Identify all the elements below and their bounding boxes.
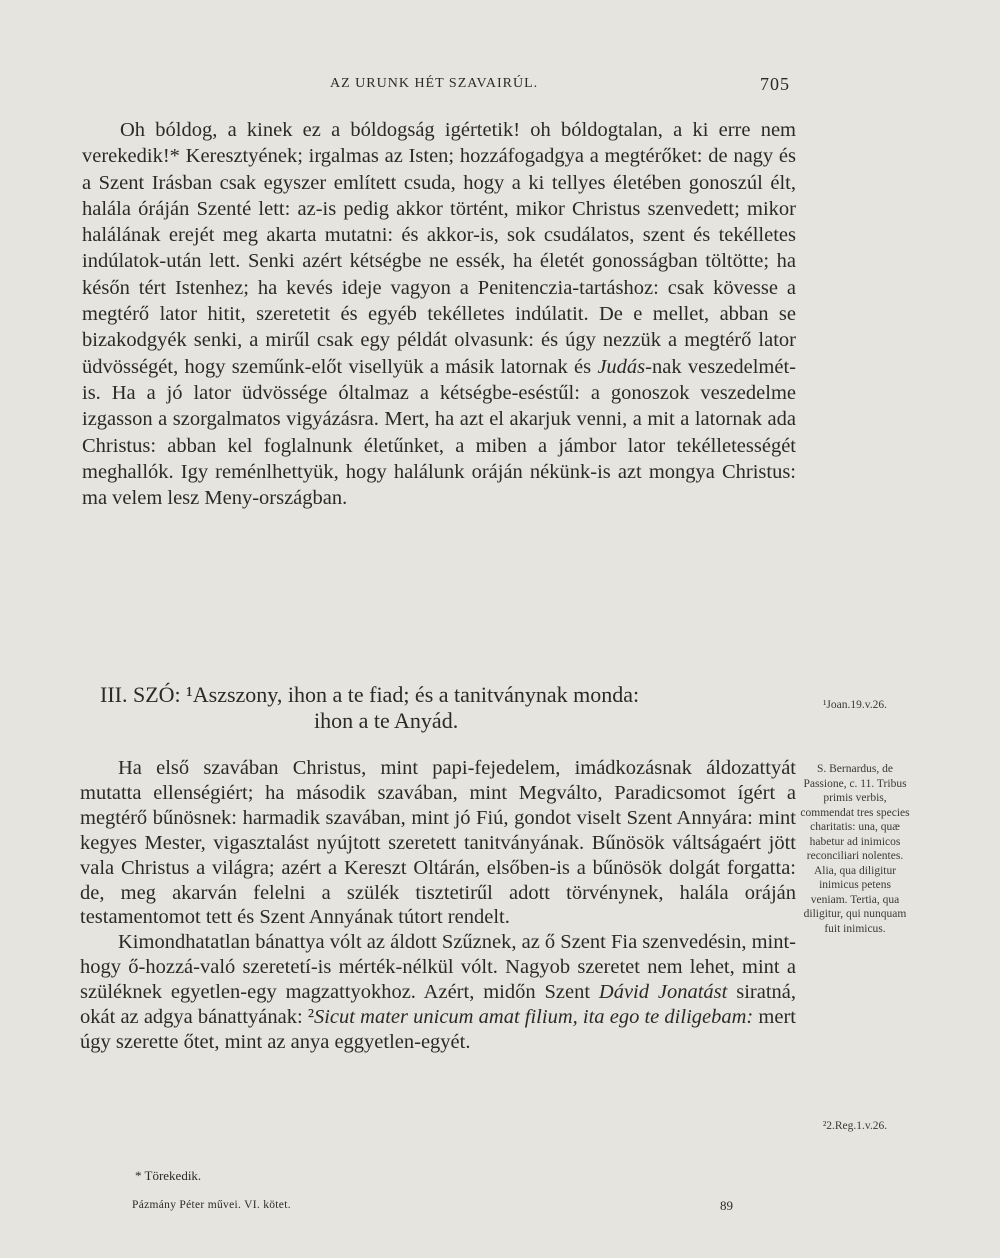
footnote: * Törekedik.	[135, 1168, 202, 1183]
section-heading-line-2: ihon a te Anyád.	[314, 708, 459, 733]
running-title: AZ URUNK HÉT SZAVAIRÚL.	[330, 76, 539, 91]
paragraph-1	[82, 117, 796, 511]
paragraph-1-part-2: -nak veszedelmét-is. Ha a jó lator üdvössége óltalmaz a kétségbe-eséstűl: a gonoszok veszedelme izgasson a szorgalmatos vigyázásra. Mert, ha azt el akarjuk venni, a mit a latornak ada Christus: abban kel foglalnunk életűnket, a miben a jámbor lator tekélletességét meghallók. Igy reménlhettyük, hogy halálunk oráján nékünk-is azt mongya Christus: ma velem lesz Meny-országban.	[82, 355, 796, 510]
main-text-top	[82, 117, 796, 511]
paragraph-3-part-1: Kimondhatatlan bánattya vólt az áldott Szűznek, az ő Szent Fia szenvedésin, mint-hogy ő-hozzá-való szeretetí-is mérték-nélkül vólt. Nagyob szeretet nem lehet, mint a szüléknek egyetlen-egy magzattyokhoz. Azért, midőn Szent	[80, 931, 797, 1004]
paragraph-1-italic-name: Judás	[597, 355, 646, 378]
running-header	[330, 74, 790, 100]
footer-signature-number: 89	[720, 1198, 733, 1213]
margin-note-reg: ²2.Reg.1.v.26.	[822, 1120, 888, 1132]
paragraph-2: Ha első szavában Christus, mint papi-fejedelem, imádkozásnak áldozattyát mutatta ellenségiért; ha második szavában, mint Megválto, Paradicsomot ígért a megtérő bűnösnek: harmadik szavában, mint jó Fiú, gondot viselt Szent Annyára: mint kegyes Mester, vigasztalást nyújtott szeretett tanitványának. Bűnösök váltságaért jött vala Christus a világra; azért a Kereszt Oltárán, elsőben-is a bűnösök dolgát forgatta: de, meg akarván felelni a szülék tisztetirűl adott törvénynek, halála oráján testamentomot tett és Szent Annyának tútort rendelt.	[80, 757, 796, 929]
section-heading-line-1: III. SZÓ: ¹Aszszony, ihon a te fiad; és a tanitványnak monda:	[100, 682, 640, 707]
paragraph-3-quote-marker: ²	[307, 1006, 314, 1029]
paragraph-3-part-3: mert úgy szerette őtet, mint az anya eggyetlen-egyét.	[80, 1006, 796, 1053]
paragraph-3	[80, 930, 796, 1055]
paragraph-3-italic-quote: Sicut mater unicum amat filium, ita ego te diligebam:	[313, 1006, 754, 1029]
section-heading	[100, 682, 790, 734]
page-number: 705	[760, 74, 790, 94]
footer-book-title: Pázmány Péter művei. VI. kötet.	[132, 1199, 291, 1211]
paragraph-3-part-2: siratná, okát az adgya bánattyának:	[80, 981, 796, 1029]
paragraph-1-part-1: Oh bóldog, a kinek ez a bóldogság igértetik! oh bóldogtalan, a ki erre nem verekedik!* Keresztyének; irgalmas az Isten; hozzáfogadgya a megtérőket: de nagy és a Szent Irásban csak egyszer említett csuda, hogy a ki tellyes életében gonoszúl élt, halála óráján Szenté lett: az-is pedig akkor történt, mikor Christus szenvedett; mikor halálának erejét meg akarta mutatni: és akkor-is, sok csudálatos, szent és tekélletes indúlatok-után lett. Senki azért kétségbe ne essék, ha életét gonosságban töltötte; ha későn tért Istenhez; ha kevés ideje vagyon a Penitenczia-tartáshoz: csak kövesse a megtérő lator hitit, szeretetit és egyéb tekélletes indúlatit. De e mellet, abban se bizakodgyék senki, a mirűl csak egy példát olvasunk: és úgy nezzük a megtérő lator üdvösségét, hogy szeműnk-előt visellyük a másik latornak és	[82, 119, 796, 378]
main-text-bottom	[80, 756, 796, 1055]
margin-note-bernardus: S. Bernardus, de Passione, c. 11. Tribus primis verbis, commendat tres species charitatis: una, quæ habetur ad inimicos reconciliari nolentes. Alia, qua diligitur inimicus petens veniam. Tertia, qua diligitur, qui nunquam fuit inimicus.	[800, 763, 910, 935]
margin-note-joan: ¹Joan.19.v.26.	[822, 699, 888, 711]
paragraph-3-italic-name: Dávid Jonatást	[598, 981, 728, 1004]
